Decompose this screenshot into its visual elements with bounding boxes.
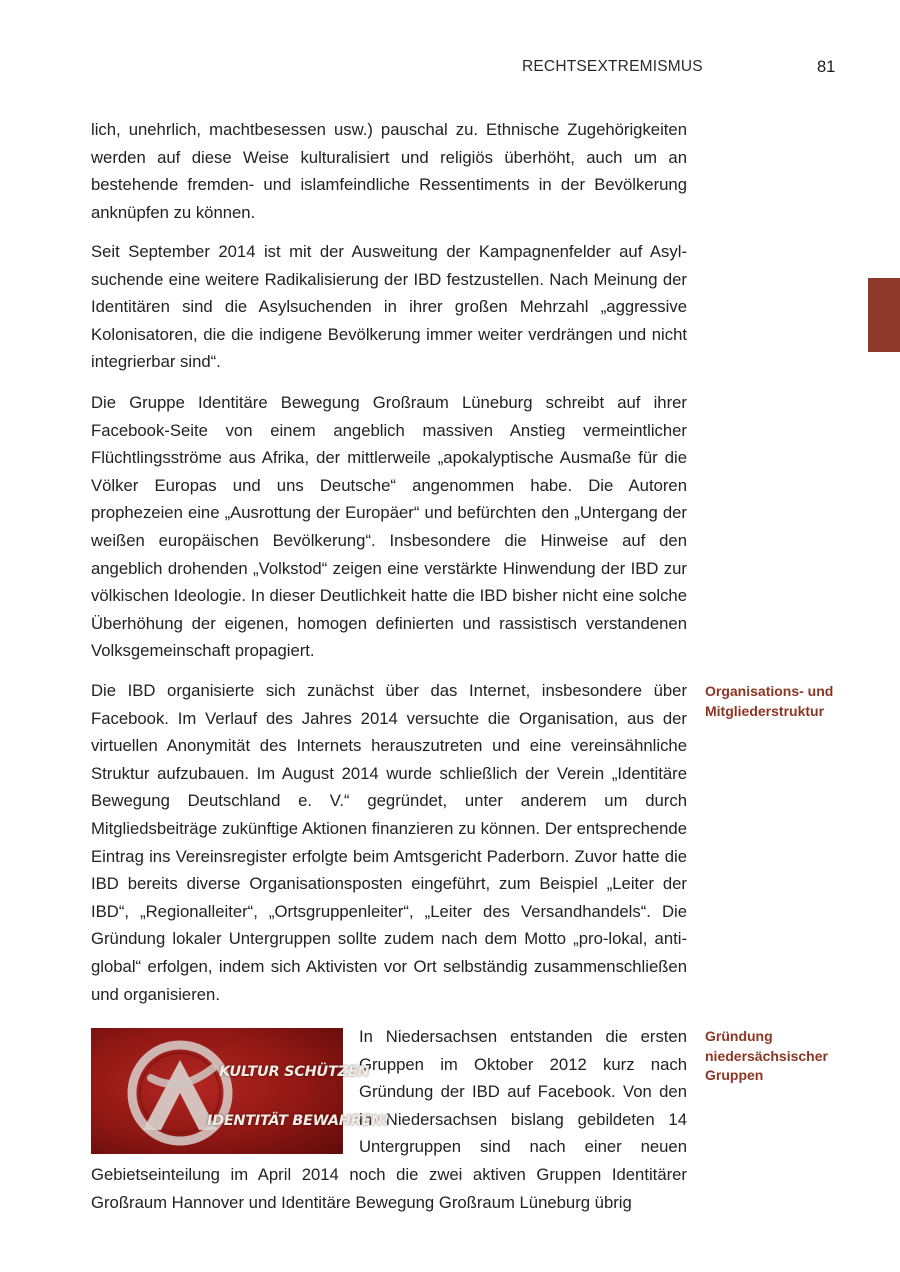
paragraph-1: lich, unehrlich, machtbesessen usw.) pauschal zu. Ethnische Zugehörigkeiten werden auf diese Weise kulturalisiert und religiös überhöht, auch um an bestehende fremden- und islamfeindliche Ressentiments in der Bevölkerung anknüpfen zu können. [91,120,687,222]
chapter-thumb-tab [868,278,900,352]
banner-slogan-top: KULTUR SCHÜTZEN [219,1064,370,1080]
paragraph-5-text: In Niedersachsen entstanden die ersten Gruppen im Oktober 2012 kurz nach Gründung der IBD auf Facebook. Von den in Niedersachsen bislang gebildeten 14 Untergruppen sind nach einer neuen Gebietseinteilung im April 2014 noch die zwei aktiven Gruppen Identitärer Großraum Hannover und Identitäre Bewegung Großraum Lüneburg übrig [91,1027,687,1212]
page-number: 81 [817,58,836,76]
paragraph-5-with-figure [91,1023,687,1216]
identitaere-banner-image [91,1028,390,1154]
margin-note-organisation: Organisations- und Mitgliederstruktur [705,683,834,719]
banner-slogan-bottom: IDENTITÄT BEWAHREN! [207,1113,390,1129]
paragraph-2: Seit September 2014 ist mit der Ausweitung der Kampagnenfelder auf Asylsuchende eine weitere Radikalisierung der IBD festzustellen. Nach Meinung der Identitären sind die Asylsuchenden in ihrer großen Mehrzahl „aggressive Kolonisatoren, die die indigene Bevölkerung immer weiter verdrängen und nicht integrierbar sind“. [91,242,687,372]
margin-note-gruendung: Gründung niedersächsischer Gruppen [705,1028,828,1083]
paragraph-3: Die Gruppe Identitäre Bewegung Großraum Lüneburg schreibt auf ihrer Facebook-Seite von einem angeblich massiven Anstieg vermeintlicher Flüchtlingsströme aus Afrika, der mittlerweile „apokalyptische Ausmaße für die Völker Europas und uns Deutsche“ angenommen habe. Die Autoren prophezeien eine „Ausrottung der Europäer“ und befürchten den „Untergang der weißen europäischen Bevölkerung“. Insbesondere die Hinweise auf den angeblich drohenden „Volkstod“ zeigen eine verstärkte Hinwendung der IBD zur völkischen Ideologie. In dieser Deutlichkeit hatte die IBD bisher nicht eine solche Überhöhung der eigenen, homogen definierten und rassistisch verstandenen Volksgemeinschaft propagiert. [91,393,687,661]
paragraph-4: Die IBD organisierte sich zunächst über das Internet, insbesondere über Facebook. Im Verlauf des Jahres 2014 versuchte die Organisation, aus der virtuellen Anonymität des Internets herauszutreten und eine vereinsähnliche Struktur aufzubauen. Im August 2014 wurde schließlich der Verein „Identitäre Bewegung Deutschland e. V.“ gegründet, unter anderem um durch Mitgliedsbeiträge zukünftige Aktionen finanzieren zu können. Der entsprechende Eintrag ins Vereinsregister erfolgte beim Amtsgericht Paderborn. Zuvor hatte die IBD bereits diverse Organisationsposten eingeführt, zum Beispiel „Leiter der IBD“, „Regionalleiter“, „Ortsgruppenleiter“, „Leiter des Versandhandels“. Die Gründung lokaler Untergruppen sollte zudem nach dem Motto „pro-lokal, anti-global“ erfolgen, indem sich Aktivisten vor Ort selbständig zusammenschließen und organisieren. [91,681,687,1004]
running-head: RECHTSEXTREMISMUS [522,58,703,75]
